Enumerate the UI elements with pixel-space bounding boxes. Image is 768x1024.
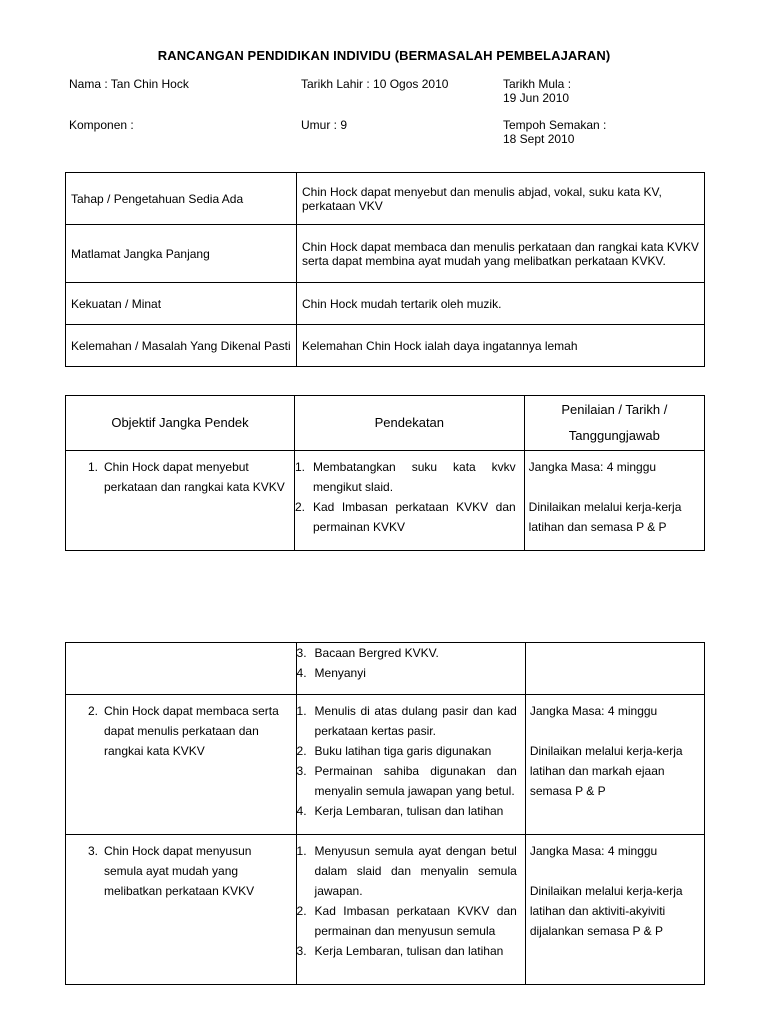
info-row (66, 325, 705, 367)
objective-cell (66, 451, 295, 551)
list-item (88, 701, 288, 761)
objectives-table-page2 (65, 642, 705, 985)
info-key: Matlamat Jangka Panjang (66, 225, 297, 283)
objectives-table-page1 (65, 395, 705, 551)
objective-row (66, 835, 705, 985)
approach-cell (295, 451, 525, 551)
list-item (297, 841, 517, 901)
header-objektif: Objektif Jangka Pendek (66, 396, 295, 451)
objective-cell-empty (66, 643, 297, 695)
objective-number: 2. (88, 704, 99, 718)
umur-field: Umur : 9 (301, 118, 348, 132)
student-info-table (65, 172, 705, 367)
objectives-header-row (66, 396, 705, 451)
komponen-field: Komponen : (69, 118, 134, 132)
approach-cell (296, 695, 525, 835)
info-value: Chin Hock dapat menyebut dan menulis abjad, vokal, suku kata KV, perkataan VKV (297, 173, 705, 225)
info-key: Kelemahan / Masalah Yang Dikenal Pasti (66, 325, 297, 367)
list-item (88, 841, 288, 901)
objective-cell (66, 835, 297, 985)
approach-text: Menyanyi (314, 666, 366, 680)
approach-text: Menulis di atas dulang pasir dan kad perkataan kertas pasir. (314, 704, 517, 738)
header-penilaian (524, 396, 704, 451)
list-item (295, 497, 516, 537)
header-pendekatan: Pendekatan (295, 396, 525, 451)
list-item (297, 941, 517, 961)
approach-text: Membatangkan suku kata kvkv mengikut slaid. (313, 460, 516, 494)
info-value: Chin Hock mudah tertarik oleh muzik. (297, 283, 705, 325)
approach-text: Buku latihan tiga garis digunakan (314, 744, 492, 758)
tempoh-semakan-value: 18 Sept 2010 (503, 132, 575, 146)
list-item (297, 663, 517, 683)
approach-text: Menyusun semula ayat dengan betul dalam slaid dan menyalin semula jawapan. (314, 844, 517, 898)
approach-number: 1. (295, 460, 306, 474)
approach-number: 4. (296, 804, 307, 818)
list-item (297, 643, 517, 663)
info-key: Kekuatan / Minat (66, 283, 297, 325)
objective-text: Chin Hock dapat menyebut perkataan dan rangkai kata KVKV (104, 460, 285, 494)
approach-number: 2. (296, 904, 307, 918)
list-item (88, 457, 286, 497)
tempoh-semakan-field (503, 118, 606, 146)
objective-number: 3. (88, 844, 99, 858)
objective-number: 1. (88, 460, 99, 474)
assessment-text: Dinilaikan melalui kerja-kerja latihan dan aktiviti-akyiviti dijalankan semasa P & P (529, 884, 683, 938)
list-item (297, 761, 517, 801)
objective-text: Chin Hock dapat membaca serta dapat menulis perkataan dan rangkai kata KVKV (104, 704, 279, 758)
tarikh-mula-label: Tarikh Mula : (503, 77, 572, 91)
info-row (66, 173, 705, 225)
header-penilaian-line1: Penilaian / Tarikh / (561, 402, 668, 417)
assessment-cell (524, 451, 704, 551)
nama-field: Nama : Tan Chin Hock (69, 77, 189, 91)
approach-number: 3. (296, 764, 307, 778)
approach-cell (296, 835, 525, 985)
assessment-cell (525, 835, 704, 985)
assessment-cell-empty (525, 643, 704, 695)
objective-row (66, 451, 705, 551)
info-row (66, 283, 705, 325)
document-title: RANCANGAN PENDIDIKAN INDIVIDU (BERMASALAH PEMBELAJARAN) (157, 48, 611, 63)
approach-number: 3. (296, 944, 307, 958)
list-item (297, 741, 517, 761)
objective-text: Chin Hock dapat menyusun semula ayat mudah yang melibatkan perkataan KVKV (104, 844, 255, 898)
info-value: Chin Hock dapat membaca dan menulis perkataan dan rangkai kata KVKV serta dapat membina ayat mudah yang melibatkan perkataan KVKV. (297, 225, 705, 283)
info-value: Kelemahan Chin Hock ialah daya ingatannya lemah (297, 325, 705, 367)
assessment-duration: Jangka Masa: 4 minggu (529, 844, 658, 858)
list-item (297, 801, 517, 821)
header-penilaian-line2: Tanggungjawab (568, 428, 660, 443)
list-item (297, 901, 517, 941)
approach-text: Bacaan Bergred KVKV. (314, 646, 439, 660)
tarikh-mula-value: 19 Jun 2010 (503, 91, 570, 105)
list-item (297, 701, 517, 741)
approach-number: 2. (296, 744, 307, 758)
approach-number: 3. (296, 646, 307, 660)
assessment-duration: Jangka Masa: 4 minggu (529, 704, 658, 718)
approach-number: 1. (296, 704, 307, 718)
approach-number: 1. (296, 844, 307, 858)
info-row (66, 225, 705, 283)
approach-text: Permainan sahiba digunakan dan menyalin semula jawapan yang betul. (314, 764, 517, 798)
objective-row-continued (66, 643, 705, 695)
objective-row (66, 695, 705, 835)
approach-number: 4. (296, 666, 307, 680)
list-item (295, 457, 516, 497)
assessment-cell (525, 695, 704, 835)
assessment-duration: Jangka Masa: 4 minggu (528, 460, 657, 474)
tarikh-lahir-field: Tarikh Lahir : 10 Ogos 2010 (301, 77, 449, 91)
approach-text: Kad Imbasan perkataan KVKV dan permainan dan menyusun semula (314, 904, 517, 938)
tarikh-mula-field (503, 77, 571, 105)
assessment-text: Dinilaikan melalui kerja-kerja latihan dan markah ejaan semasa P & P (529, 744, 683, 798)
approach-number: 2. (295, 500, 306, 514)
objective-cell (66, 695, 297, 835)
assessment-text: Dinilaikan melalui kerja-kerja latihan dan semasa P & P (528, 500, 682, 534)
approach-text: Kerja Lembaran, tulisan dan latihan (314, 804, 504, 818)
info-key: Tahap / Pengetahuan Sedia Ada (66, 173, 297, 225)
approach-cell (296, 643, 525, 695)
approach-text: Kerja Lembaran, tulisan dan latihan (314, 944, 504, 958)
approach-text: Kad Imbasan perkataan KVKV dan permainan KVKV (313, 500, 516, 534)
tempoh-semakan-label: Tempoh Semakan : (503, 118, 607, 132)
